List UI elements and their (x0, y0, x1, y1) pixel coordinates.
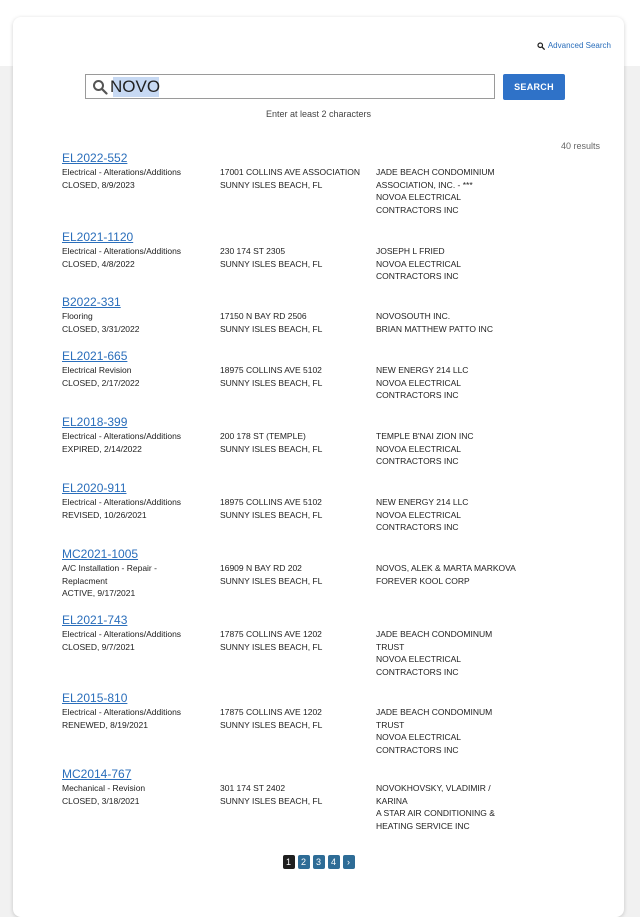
address-line: SUNNY ISLES BEACH, FL (220, 323, 323, 334)
address-line: SUNNY ISLES BEACH, FL (220, 377, 323, 388)
permit-type-status (62, 310, 220, 335)
address-line: 230 174 ST 2305 (220, 246, 286, 256)
search-input[interactable] (110, 77, 470, 97)
result-row (62, 295, 602, 335)
permit-status: RENEWED, 8/19/2021 (62, 719, 148, 730)
party-line: NOVOA ELECTRICAL (376, 192, 462, 202)
permit-type: Electrical - Alterations/Additions (62, 707, 182, 717)
permit-status: CLOSED, 9/7/2021 (62, 641, 135, 652)
advanced-search-label: Advanced Search (547, 41, 611, 50)
address-line: SUNNY ISLES BEACH, FL (220, 443, 323, 454)
permit-type: Electrical - Alterations/Additions (62, 497, 182, 507)
party-line: TRUST (376, 719, 405, 730)
permit-type: Replacment (62, 575, 108, 586)
permit-parties (376, 562, 586, 600)
address-line: SUNNY ISLES BEACH, FL (220, 795, 323, 806)
permit-type: Mechanical - Revision (62, 783, 146, 793)
permit-parties (376, 782, 586, 832)
result-row (62, 230, 602, 283)
permit-type: Flooring (62, 311, 93, 321)
permit-id-link[interactable]: MC2014-767 (62, 767, 132, 781)
permit-type-status (62, 430, 220, 468)
permit-type-status (62, 166, 220, 216)
result-row (62, 481, 602, 534)
address-line: SUNNY ISLES BEACH, FL (220, 179, 323, 190)
permit-parties (376, 245, 586, 283)
result-row (62, 613, 602, 678)
result-row (62, 349, 602, 402)
party-line: JOSEPH L FRIED (376, 246, 445, 256)
permit-type-status (62, 706, 220, 756)
permit-id-link[interactable]: EL2022-552 (62, 151, 128, 165)
permit-id-link[interactable]: B2022-331 (62, 295, 121, 309)
permit-type-status (62, 245, 220, 283)
party-line: KARINA (376, 795, 408, 806)
permit-parties (376, 628, 586, 678)
address-line: 18975 COLLINS AVE 5102 (220, 497, 322, 507)
permit-address (220, 430, 376, 468)
address-line: 17875 COLLINS AVE 1202 (220, 707, 322, 717)
address-line: 17001 COLLINS AVE ASSOCIATION (220, 167, 360, 177)
search-card (13, 17, 624, 917)
permit-address (220, 310, 376, 335)
permit-status: CLOSED, 3/31/2022 (62, 323, 140, 334)
address-line: 17150 N BAY RD 2506 (220, 311, 307, 321)
pagination (13, 855, 624, 869)
page-button-2[interactable]: 2 (298, 855, 310, 869)
party-line: TRUST (376, 641, 405, 652)
permit-type: Electrical - Alterations/Additions (62, 246, 182, 256)
permit-address (220, 628, 376, 678)
address-line: 16909 N BAY RD 202 (220, 563, 302, 573)
permit-address (220, 166, 376, 216)
permit-type: Electrical - Alterations/Additions (62, 431, 182, 441)
page-button-3[interactable]: 3 (313, 855, 325, 869)
permit-address (220, 364, 376, 402)
permit-id-link[interactable]: EL2015-810 (62, 691, 128, 705)
page-button-1[interactable]: 1 (283, 855, 295, 869)
permit-type-status (62, 364, 220, 402)
next-page-button[interactable]: › (343, 855, 355, 869)
address-line: 301 174 ST 2402 (220, 783, 286, 793)
search-box[interactable] (85, 74, 495, 99)
advanced-search-link[interactable] (537, 41, 611, 50)
permit-status: EXPIRED, 2/14/2022 (62, 443, 142, 454)
permit-parties (376, 706, 586, 756)
party-line: HEATING SERVICE INC (376, 820, 470, 831)
party-line: CONTRACTORS INC (376, 204, 459, 215)
party-line: NOVOA ELECTRICAL (376, 258, 462, 269)
party-line: CONTRACTORS INC (376, 456, 459, 466)
address-line: SUNNY ISLES BEACH, FL (220, 258, 323, 269)
party-line: A STAR AIR CONDITIONING & (376, 808, 495, 818)
party-line: NOVOA ELECTRICAL (376, 732, 462, 742)
party-line: JADE BEACH CONDOMINUM (376, 707, 493, 717)
permit-type-status (62, 628, 220, 678)
party-line: NOVOSOUTH INC. (376, 311, 451, 321)
party-line: NOVOA ELECTRICAL (376, 654, 462, 664)
permit-id-link[interactable]: EL2021-665 (62, 349, 128, 363)
party-line: JADE BEACH CONDOMINUM (376, 629, 493, 639)
search-icon (92, 79, 108, 95)
permit-type: A/C Installation - Repair - (62, 563, 157, 573)
permit-id-link[interactable]: EL2020-911 (62, 481, 127, 495)
permit-type: Electrical - Alterations/Additions (62, 629, 182, 639)
permit-status: CLOSED, 8/9/2023 (62, 179, 135, 190)
party-line: JADE BEACH CONDOMINIUM (376, 167, 495, 177)
party-line: ASSOCIATION, INC. - *** (376, 179, 473, 190)
permit-status: ACTIVE, 9/17/2021 (62, 588, 136, 598)
result-row (62, 767, 602, 832)
permit-type-status (62, 496, 220, 534)
permit-id-link[interactable]: EL2021-1120 (62, 230, 134, 244)
party-line: CONTRACTORS INC (376, 744, 459, 755)
permit-parties (376, 496, 586, 534)
party-line: CONTRACTORS INC (376, 390, 459, 400)
permit-status: REVISED, 10/26/2021 (62, 509, 147, 520)
result-row (62, 151, 602, 216)
party-line: CONTRACTORS INC (376, 271, 459, 281)
permit-parties (376, 166, 586, 216)
permit-address (220, 245, 376, 283)
party-line: NOVOS, ALEK & MARTA MARKOVA (376, 563, 516, 573)
address-line: SUNNY ISLES BEACH, FL (220, 719, 323, 730)
permit-address (220, 496, 376, 534)
address-line: SUNNY ISLES BEACH, FL (220, 575, 323, 586)
permit-type-status (62, 782, 220, 832)
party-line: TEMPLE B'NAI ZION INC (376, 431, 474, 441)
permit-status: CLOSED, 2/17/2022 (62, 377, 140, 388)
party-line: NOVOA ELECTRICAL (376, 509, 462, 520)
permit-type-status (62, 562, 220, 600)
permit-status: CLOSED, 4/8/2022 (62, 258, 135, 269)
page-button-4[interactable]: 4 (328, 855, 340, 869)
party-line: NOVOA ELECTRICAL (376, 377, 462, 388)
result-row (62, 691, 602, 756)
permit-address (220, 706, 376, 756)
party-line: NEW ENERGY 214 LLC (376, 497, 469, 507)
search-icon (537, 42, 545, 50)
results-count: 40 results (560, 141, 600, 151)
permit-status: CLOSED, 3/18/2021 (62, 795, 140, 806)
party-line: BRIAN MATTHEW PATTO INC (376, 323, 493, 334)
address-line: 18975 COLLINS AVE 5102 (220, 365, 322, 375)
permit-type: Electrical Revision (62, 365, 132, 375)
address-line: 17875 COLLINS AVE 1202 (220, 629, 322, 639)
party-line: NEW ENERGY 214 LLC (376, 365, 469, 375)
party-line: CONTRACTORS INC (376, 522, 459, 532)
party-line: NOVOKHOVSKY, VLADIMIR / (376, 783, 491, 793)
permit-parties (376, 364, 586, 402)
address-line: SUNNY ISLES BEACH, FL (220, 509, 323, 520)
permit-id-link[interactable]: EL2021-743 (62, 613, 128, 627)
result-row (62, 415, 602, 468)
search-hint: Enter at least 2 characters (265, 109, 372, 119)
permit-parties (376, 310, 586, 335)
party-line: FOREVER KOOL CORP (376, 575, 470, 586)
party-line: NOVOA ELECTRICAL (376, 443, 462, 454)
permit-parties (376, 430, 586, 468)
address-line: SUNNY ISLES BEACH, FL (220, 641, 323, 652)
permit-address (220, 562, 376, 600)
permit-id-link[interactable]: EL2018-399 (62, 415, 128, 429)
permit-id-link[interactable]: MC2021-1005 (62, 547, 139, 561)
permit-type: Electrical - Alterations/Additions (62, 167, 182, 177)
search-button[interactable]: SEARCH (503, 74, 565, 100)
party-line: CONTRACTORS INC (376, 666, 459, 677)
result-row (62, 547, 602, 600)
permit-address (220, 782, 376, 832)
address-line: 200 178 ST (TEMPLE) (220, 431, 306, 441)
